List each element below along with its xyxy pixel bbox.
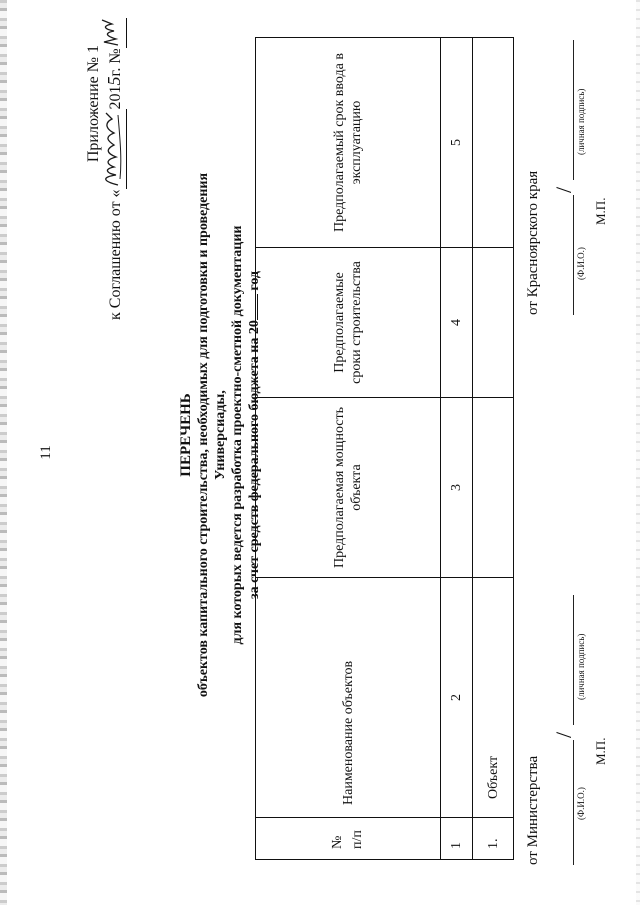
row-capacity — [473, 398, 514, 578]
title-line-1: объектов капитального строительства, необходимых для подготовки и проведения Универсиады, — [196, 172, 228, 698]
signature-from-label: от Министерства — [525, 755, 541, 865]
signature-separator: / — [551, 731, 576, 738]
row-object-name: Объект — [473, 578, 514, 818]
signature-line — [573, 195, 574, 315]
signature-separator: / — [551, 186, 576, 193]
row-construction-period — [473, 248, 514, 398]
column-number: 5 — [441, 38, 473, 248]
handwritten-date-signature — [104, 109, 127, 189]
signature-block-region — [525, 0, 625, 315]
title-line-3-prefix: за счет средств федерального бюджета на 20 — [247, 320, 262, 600]
signature-caption: (личная подпись) — [576, 633, 586, 700]
row-commissioning — [473, 38, 514, 248]
column-number: 4 — [441, 248, 473, 398]
column-number: 2 — [441, 578, 473, 818]
signature-caption: (личная подпись) — [576, 88, 586, 155]
stamp-label: М.П. — [593, 737, 608, 765]
title-line-2: для которых ведется разработка проектно-сметной документации — [230, 225, 245, 645]
signature-line — [573, 595, 574, 725]
year-prefix: 201 — [107, 85, 124, 110]
header-number-text: № п/п — [330, 830, 365, 849]
page-number: 11 — [38, 445, 54, 460]
column-number: 1 — [441, 818, 473, 860]
title-line-3-suffix: год — [247, 270, 262, 291]
table-row — [473, 38, 514, 860]
year-suffix: г. № — [107, 48, 124, 77]
year-digit: 5 — [104, 76, 124, 86]
header-object-name: Наименование объектов — [256, 578, 441, 818]
header-capacity: Предполагаемая мощность объекта — [256, 398, 441, 578]
title-main: ПЕРЕЧЕНЬ — [178, 393, 194, 477]
annex-title: Приложение № 1 — [85, 45, 102, 163]
row-number: 1. — [473, 818, 514, 860]
signature-line — [573, 740, 574, 865]
stamp-label: М.П. — [593, 197, 608, 225]
header-commissioning: Предполагаемый срок ввода в эксплуатацию — [256, 38, 441, 248]
signature-from-label: от Красноярского края — [525, 170, 541, 315]
document-title — [178, 135, 263, 735]
fio-caption: (Ф.И.О.) — [576, 247, 586, 280]
signature-line — [573, 40, 574, 180]
column-number: 3 — [441, 398, 473, 578]
signature-block-ministry — [525, 525, 625, 865]
header-construction-period: Предполагаемые сроки строительства — [256, 248, 441, 398]
fio-caption: (Ф.И.О.) — [576, 787, 586, 820]
column-number-row — [441, 38, 473, 860]
agreement-prefix: к Соглашению от « — [107, 189, 124, 320]
table-header-row — [256, 38, 441, 860]
handwritten-agreement-number — [104, 18, 127, 48]
header-number — [256, 818, 441, 860]
objects-table — [255, 37, 514, 860]
agreement-reference — [103, 0, 127, 320]
